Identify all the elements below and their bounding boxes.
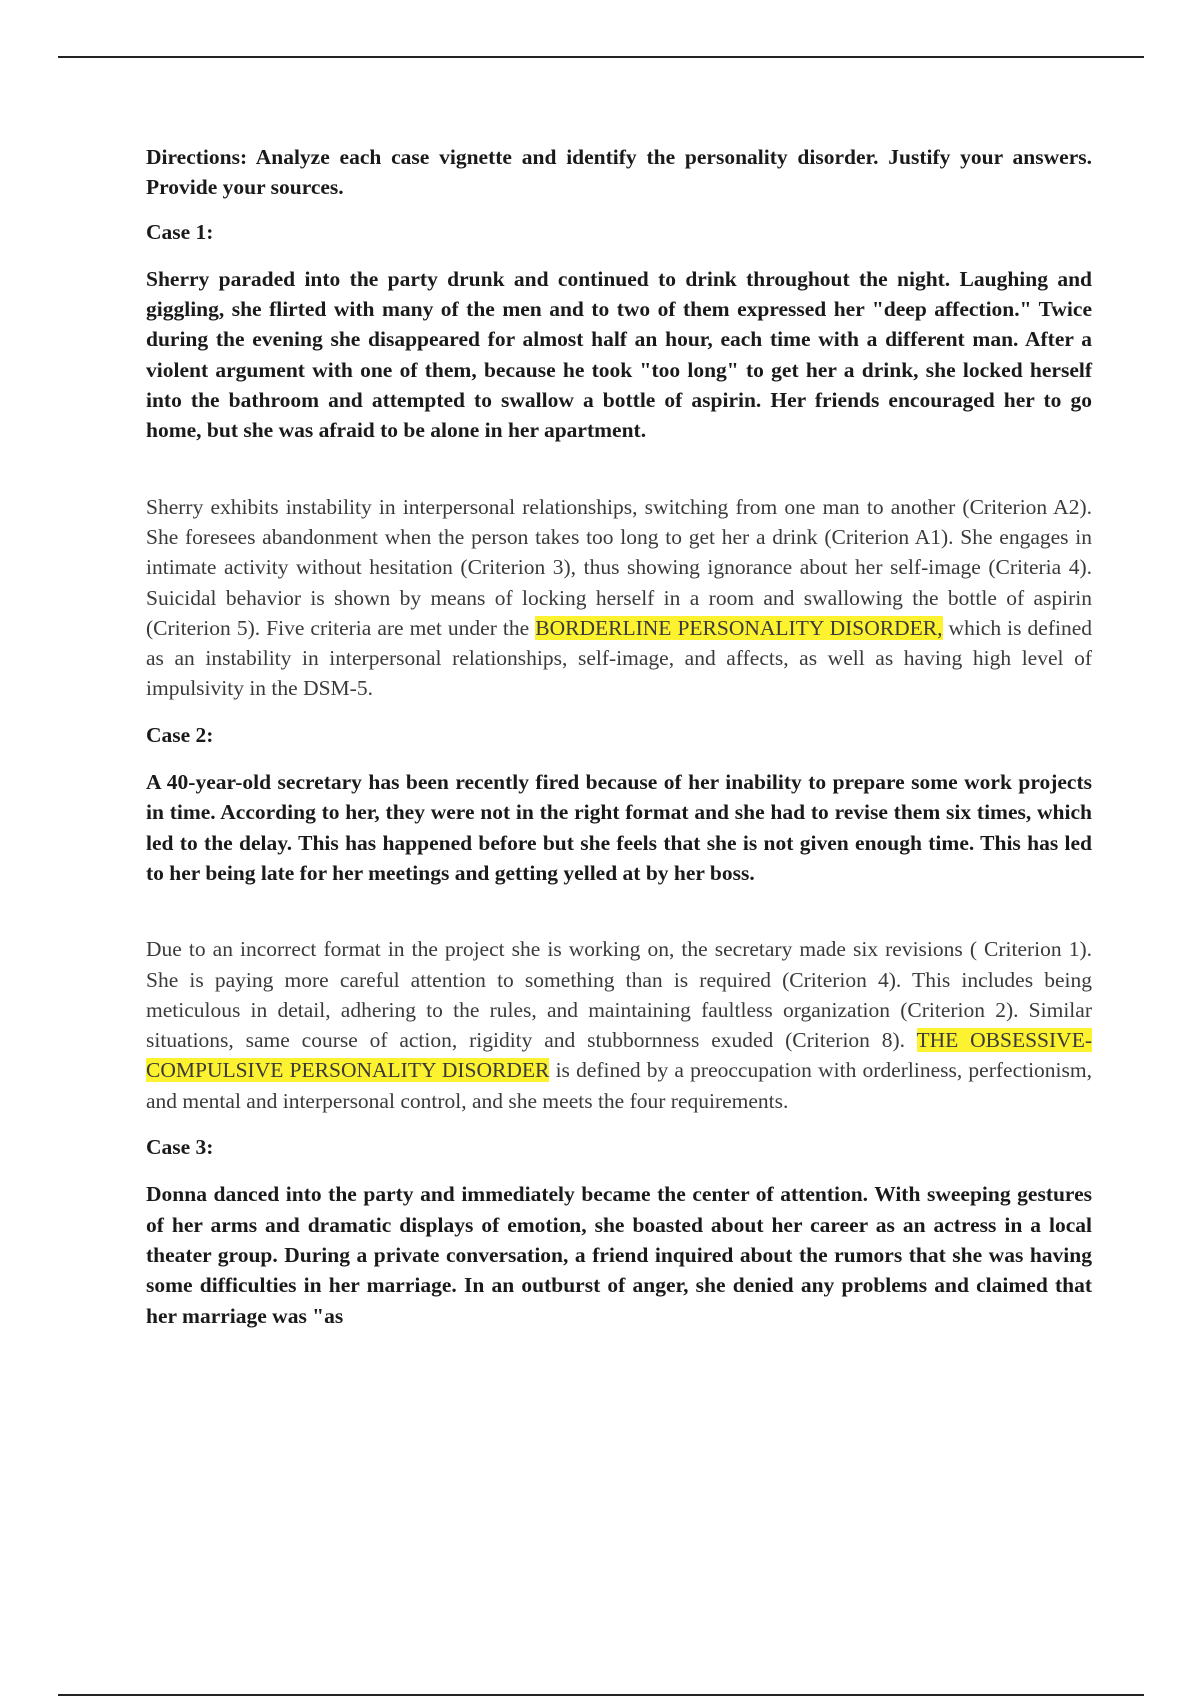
case-2-diagnosis-highlight: THE OBSESSIVE-COMPULSIVE PERSONALITY DISORDER [146, 1028, 1092, 1083]
directions-text: Directions: Analyze each case vignette and identify the personality disorder. Justify your answers. Provide your sources. [146, 145, 1092, 200]
case-3-vignette: Donna danced into the party and immediately became the center of attention. With sweeping gestures of her arms and dramatic displays of emotion, she boasted about her career as an actress in a local theater group. During a private conversation, a friend inquired about the rumors that she was having some difficulties in her marriage. In an outburst of anger, she denied any problems and claimed that her marriage was "as [146, 1182, 1092, 1328]
case-2-answer-text: Due to an incorrect format in the project she is working on, the secretary made six revisions ( Criterion 1). She is paying more careful attention to something than is required (Criterion 4). This includes being meticulous in detail, adhering to the rules, and maintaining faultless organization (Criterion 2). Similar situations, same course of action, rigidity and stubbornness exuded (Criterion 8). [146, 937, 1092, 1053]
case-1-answer-text-cont: which is defined as an instability in interpersonal relationships, self-image, and affects, as well as having high level of impulsivity in the DSM-5. [146, 615, 1092, 701]
case-1-vignette: Sherry paraded into the party drunk and continued to drink throughout the night. Laughing and giggling, she flirted with many of the men and to two of them expressed her "deep affection." Twice during the evening she disappeared for almost half an hour, each time with a different man. After a violent argument with one of them, because he took "too long" to get her a drink, she locked herself into the bathroom and attempted to swallow a bottle of aspirin. Her friends encouraged her to go home, but she was afraid to be alone in her apartment. [146, 266, 1092, 443]
case-1-answer-text: Sherry exhibits instability in interpersonal relationships, switching from one man to another (Criterion A2). She foresees abandonment when the person takes too long to get her a drink (Criterion A1). She engages in intimate activity without hesitation (Criterion 3), thus showing ignorance about her self-image (Criteria 4). Suicidal behavior is shown by means of locking herself in a room and swallowing the bottle of aspirin (Criterion 5). Five criteria are met under the [146, 494, 1092, 640]
case-2-heading: Case 2: [146, 722, 214, 747]
case-1-heading: Case 1: [146, 219, 214, 244]
bottom-rule [58, 1694, 1144, 1696]
case-1-answer [146, 492, 1092, 704]
case-3-heading: Case 3: [146, 1135, 214, 1160]
document-page [146, 142, 1092, 1331]
case-2-vignette: A 40-year-old secretary has been recently fired because of her inability to prepare some work projects in time. According to her, they were not in the right format and she had to revise them six times, which led to the delay. This has happened before but she feels that she is not given enough time. This has led to her being late for her meetings and getting yelled at by her boss. [146, 770, 1092, 885]
case-1-diagnosis-highlight: BORDERLINE PERSONALITY DISORDER, [535, 615, 943, 640]
case-2-answer-text-cont: is defined by a preoccupation with orderliness, perfectionism, and mental and interpersonal control, and she meets the four requirements. [146, 1058, 1092, 1113]
case-2-answer [146, 934, 1092, 1116]
top-rule [58, 56, 1144, 58]
